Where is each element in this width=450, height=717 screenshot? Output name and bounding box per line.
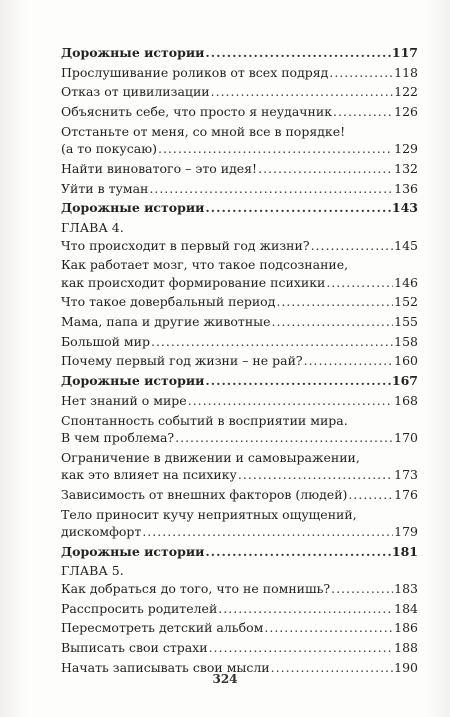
toc-section-entry [61,372,418,390]
toc-entry-title: Расспросить родителей [61,600,218,616]
toc-entry-title: (а то покусаю) [61,141,157,157]
toc-entry [61,600,418,618]
dot-leader [142,523,393,541]
toc-entry [61,580,418,598]
toc-entry [61,486,418,504]
toc-page-number: 118 [394,64,418,80]
toc-entry [61,523,418,541]
dot-leader [348,486,393,504]
toc-entry-title: Дорожные истории [61,543,205,559]
dot-leader [218,600,393,618]
toc-entry [61,619,418,637]
toc-page-number: 160 [394,353,418,369]
toc-page-number: 190 [394,659,418,675]
toc-entry-title: Что происходит в первый год жизни? [61,237,310,253]
toc-page-number: 183 [394,580,418,596]
toc-entry-title: Дорожные истории [61,45,205,60]
toc-entry [61,392,418,410]
dot-leader [205,372,391,390]
toc-page-number: 126 [394,104,418,120]
dot-leader [276,293,393,311]
toc-page-number: 155 [394,314,418,330]
toc-page-number: 167 [391,373,418,389]
toc-entry-first-line: Спонтанность событий в восприятии мира. [61,412,348,428]
toc-page-number: 188 [394,640,418,655]
toc-entry-first-line: Отстаньте от меня, со мной все в порядке! [61,123,346,139]
toc-entry-title: Дорожные истории [61,200,205,216]
toc-entry-title: Начать записывать свои мысли [61,659,270,675]
toc-page-number: 152 [394,294,418,310]
dot-leader [158,140,393,158]
dot-leader [149,180,393,198]
dot-leader [209,639,394,657]
dot-leader [331,580,393,598]
toc-entry-title: Объяснить себе, что просто я неудачник [61,104,333,120]
toc-entry-title: Дорожные истории [61,373,205,389]
dot-leader [272,313,394,331]
toc-entry [61,237,418,255]
dot-leader [304,352,394,370]
toc-entry-title: Нет знаний о мире [61,392,187,408]
dot-leader [151,333,393,351]
toc-entry-title: Зависимость от внешних факторов (людей) [61,486,348,502]
dot-leader [188,392,393,410]
toc-page-number: 136 [394,180,418,196]
toc-entry-title: Что такое довербальный период [61,294,276,310]
toc-entry [61,64,418,82]
toc-entry-title: Мама, папа и другие животные [61,314,271,330]
dot-leader [264,619,393,637]
toc-entry-multiline [61,412,418,447]
chapter-heading [61,562,418,580]
toc-page-number: 143 [391,200,418,216]
toc-entry-title: Как добраться до того, что не помнишь? [61,580,331,596]
toc-entry [61,352,418,370]
toc-entry-title: В чем проблема? [61,430,175,445]
toc-page-number: 145 [394,237,418,253]
toc-entry-title: Большой мир [61,333,150,349]
table-of-contents [61,44,418,678]
toc-page-number: 168 [394,392,418,408]
dot-leader [311,237,394,255]
toc-page-number: 146 [394,274,418,290]
toc-page-number: 129 [394,141,418,157]
toc-entry-title: дискомфорт [61,524,142,540]
chapter-heading [61,219,418,237]
toc-entry [61,83,418,101]
toc-entry-first-line: Как работает мозг, что такое подсознание, [61,257,349,273]
dot-leader [258,160,393,178]
chapter-title: ГЛАВА 5. [61,563,124,579]
toc-page-number: 176 [394,486,418,502]
toc-page-number: 186 [394,620,418,636]
toc-entry-first-line: Ограничение в движении и самовыражении, [61,449,360,465]
toc-entry-title: Уйти в туман [61,180,149,196]
toc-entry [61,313,418,331]
dot-leader [205,543,391,561]
toc-entry [61,160,418,178]
toc-entry [61,333,418,351]
dot-leader [326,274,393,292]
toc-entry [61,429,418,447]
toc-entry-title: Почему первый год жизни – не рай? [61,353,303,369]
chapter-title: ГЛАВА 4. [61,220,124,235]
toc-entry [61,140,418,158]
dot-leader [205,44,391,62]
toc-entry-multiline [61,506,418,541]
toc-page-number: 181 [391,543,418,559]
dot-leader [211,83,394,101]
toc-entry [61,180,418,198]
toc-entry-first-line: Тело приносит кучу неприятных ощущений, [61,506,357,522]
dot-leader [205,199,391,217]
dot-leader [329,64,393,82]
toc-page-number: 184 [394,600,418,616]
toc-entry-multiline [61,449,418,484]
toc-entry-title: Выписать свои страхи [61,640,208,655]
page-number: 324 [212,672,238,686]
toc-page-number: 173 [394,467,418,483]
dot-leader [238,466,393,484]
toc-page-number: 122 [394,84,418,100]
dot-leader [333,103,393,121]
toc-section-entry [61,44,418,62]
toc-section-entry [61,543,418,561]
toc-entry-title: Отказ от цивилизации [61,84,210,100]
toc-page-number: 158 [394,333,418,349]
toc-page-number: 170 [394,430,418,445]
toc-entry [61,466,418,484]
toc-entry-title: Найти виноватого – это идея! [61,160,258,176]
toc-entry-multiline [61,256,418,291]
toc-page-number: 179 [394,524,418,540]
toc-entry [61,274,418,292]
toc-page-number: 117 [391,45,418,60]
toc-entry [61,293,418,311]
toc-entry-title: как это влияет на психику [61,467,237,483]
toc-entry-title: Прослушивание роликов от всех подряд [61,64,329,80]
toc-entry-multiline [61,123,418,158]
toc-entry [61,103,418,121]
toc-entry-title: как происходит формирование психики [61,274,326,290]
dot-leader [175,429,393,447]
toc-page-number: 132 [394,160,418,176]
toc-entry [61,639,418,657]
toc-section-entry [61,199,418,217]
toc-entry-title: Пересмотреть детский альбом [61,620,264,636]
